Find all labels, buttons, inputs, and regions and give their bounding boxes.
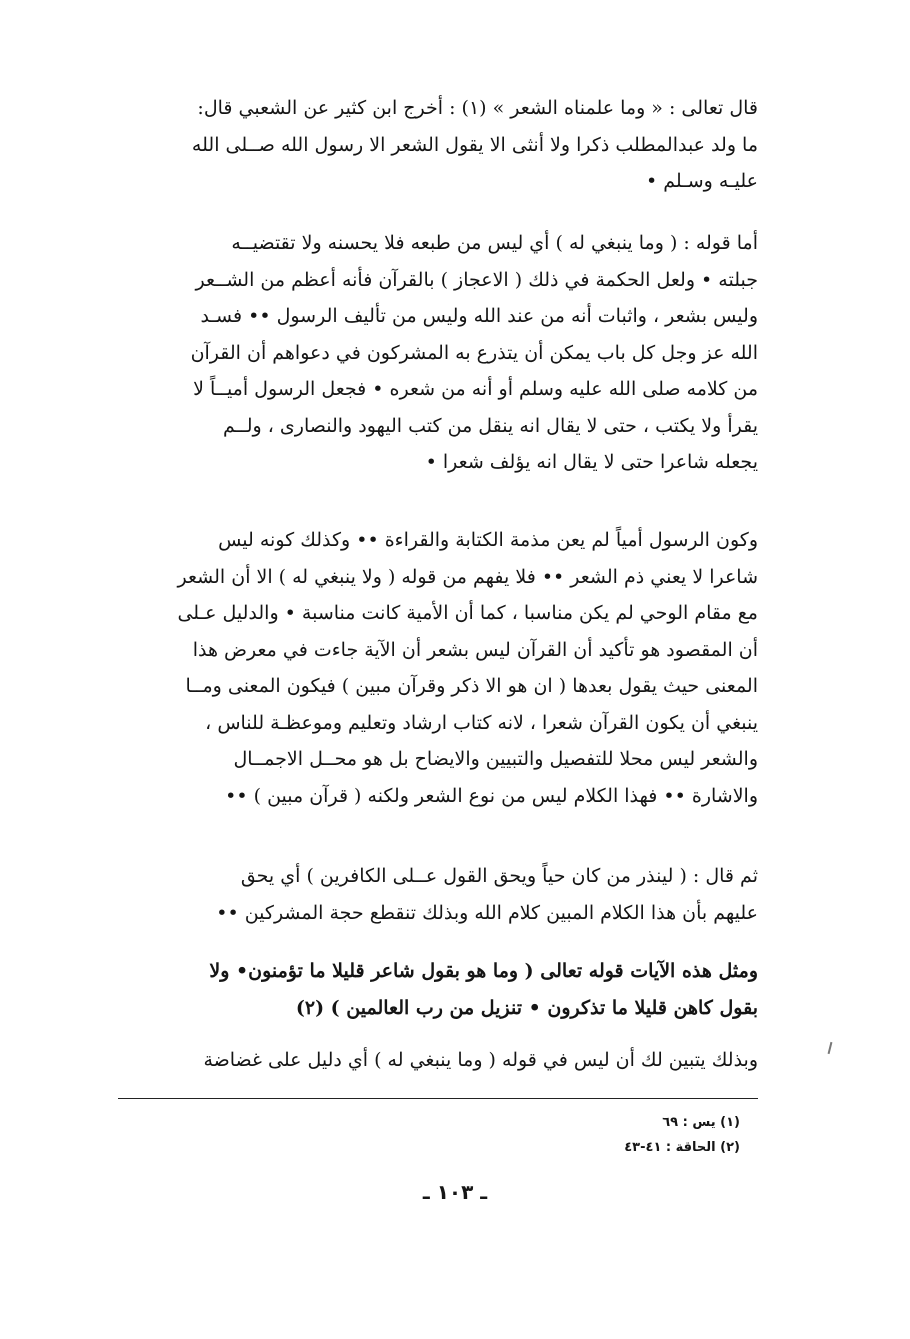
text-line: من كلامه صلى الله عليه وسلم أو أنه من شعره • فجعل الرسول أميــاً لا	[193, 378, 758, 400]
text-line: وبذلك يتبين لك أن ليس في قوله ( وما ينبغي له ) أي دليل على غضاضة	[203, 1049, 758, 1071]
paragraph-2	[118, 225, 758, 481]
text-line: شاعرا لا يعني ذم الشعر •• فلا يفهم من قوله ( ولا ينبغي له ) الا أن الشعر	[177, 565, 758, 588]
text-line: عليـه وسـلم •	[646, 170, 758, 192]
footnote-1: (١) يس : ٦٩	[662, 1115, 740, 1130]
text-line: وليس بشعر ، واثبات أنه من عند الله وليس من تأليف الرسول •• فسـد	[200, 305, 758, 327]
text-line: أن المقصود هو تأكيد أن القرآن ليس بشعر أن الآية جاءت في معرض هذا	[192, 638, 758, 661]
text-line: ومثل هذه الآيات قوله تعالى ( وما هو بقول شاعر قليلا ما تؤمنون• ولا	[209, 960, 758, 982]
text-line: والاشارة •• فهذا الكلام ليس من نوع الشعر ولكنه ( قرآن مبين ) ••	[225, 784, 758, 807]
text-line: بقول كاهن قليلا ما تذكرون • تنزيل من رب العالمين ) (٢)	[295, 996, 758, 1019]
text-line: ثم قال : ( لينذر من كان حياً ويحق القول عــلى الكافرين ) أي يحق	[240, 865, 758, 887]
paragraph-5-quran-quote	[118, 953, 758, 1026]
text-line: ما ولد عبدالمطلب ذكرا ولا أنثى الا يقول الشعر الا رسول الله صــلى الله	[191, 133, 758, 156]
scan-mark	[828, 1042, 833, 1054]
paragraph-6	[118, 1042, 758, 1079]
text-line: وكون الرسول أمياً لم يعن مذمة الكتابة والقراءة •• وكذلك كونه ليس	[218, 529, 758, 551]
text-line: قال تعالى : « وما علمناه الشعر » (١) : أخرج ابن كثير عن الشعبي قال:	[197, 97, 758, 119]
paragraph-1	[118, 90, 758, 200]
text-line: يجعله شاعرا حتى لا يقال انه يؤلف شعرا •	[425, 451, 758, 473]
text-line: يقرأ ولا يكتب ، حتى لا يقال انه ينقل من كتب اليهود والنصارى ، ولــم	[222, 414, 758, 437]
footnotes	[400, 1110, 740, 1160]
text-line: جبلته • ولعل الحكمة في ذلك ( الاعجاز ) بالقرآن فأنه أعظم من الشــعر	[195, 268, 758, 291]
footnote-divider	[118, 1098, 758, 1099]
paragraph-3	[118, 522, 758, 814]
text-line: ينبغي أن يكون القرآن شعرا ، لانه كتاب ارشاد وتعليم وموعظـة للناس ،	[205, 711, 758, 734]
text-line: مع مقام الوحي لم يكن مناسبا ، كما أن الأمية كانت مناسبة • والدليل عـلى	[177, 602, 758, 624]
text-line: المعنى حيث يقول بعدها ( ان هو الا ذكر وقرآن مبين ) فيكون المعنى ومــا	[185, 675, 758, 697]
text-line: عليهم بأن هذا الكلام المبين كلام الله وبذلك تنقطع حجة المشركين ••	[216, 901, 758, 924]
text-line: الله عز وجل كل باب يمكن أن يتذرع به المشركون في دعواهم أن القرآن	[190, 341, 758, 364]
paragraph-4	[118, 858, 758, 931]
page-number: ـ ١٠٣ ـ	[422, 1180, 488, 1204]
text-line: والشعر ليس محلا للتفصيل والتبيين والايضاح بل هو محــل الاجمــال	[233, 748, 758, 770]
text-line: أما قوله : ( وما ينبغي له ) أي ليس من طبعه فلا يحسنه ولا تقتضيــه	[231, 232, 758, 254]
footnote-2: (٢) الحاقة : ٤١-٤٣	[624, 1140, 740, 1155]
